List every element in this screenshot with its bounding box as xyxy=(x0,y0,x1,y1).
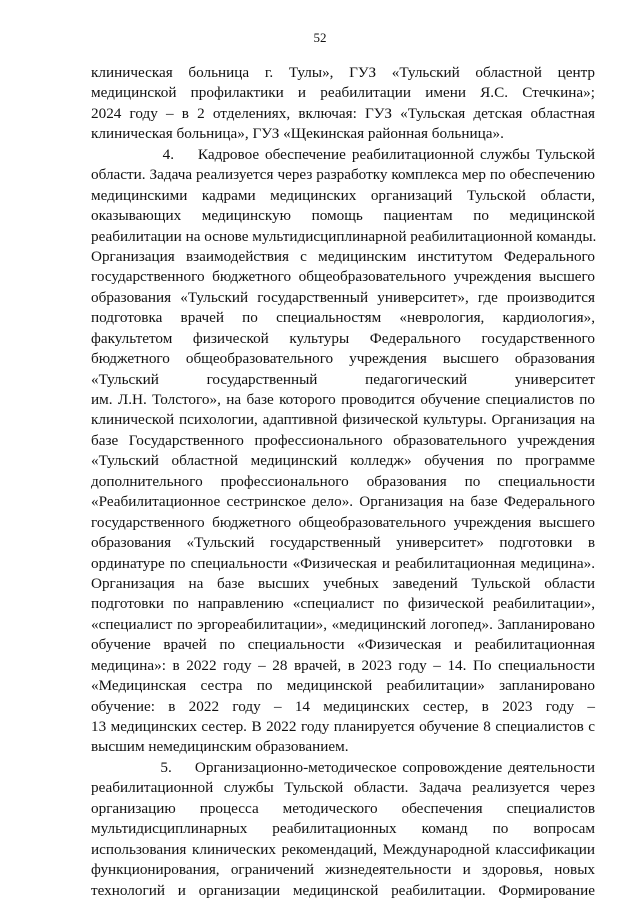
text-line: дополнительного профессионального образования по специальности xyxy=(91,472,595,490)
text-line: клинической психологии, адаптивной физической культуры. Организация на xyxy=(91,411,595,429)
text-line: области. Задача реализуется через разработку комплекса мер по обеспечению xyxy=(91,166,595,184)
text-line: государственного бюджетного общеобразовательного учреждения высшего xyxy=(91,268,595,286)
text-line: реабилитационной службы Тульской области. Задача реализуется через xyxy=(91,779,595,797)
text-line: медицинскими кадрами медицинских организаций Тульской области, xyxy=(91,186,595,204)
text-line: организацию процесса методического обеспечения специалистов xyxy=(91,799,595,817)
text-line: «специалист по эргореабилитации», «медицинский логопед». Запланировано xyxy=(91,615,595,633)
text-line: ординатуре по специальности «Физическая и реабилитационная медицина». xyxy=(91,554,595,572)
text-line: Организация взаимодействия с медицинским институтом Федерального xyxy=(91,247,595,265)
text-line: подготовка врачей по специальностям «неврология, кардиология», xyxy=(91,309,595,327)
text-line: им. Л.Н. Толстого», на базе которого проводится обучение специалистов по xyxy=(91,391,595,408)
text-line: образования «Тульский государственный университет» подготовки в xyxy=(91,534,595,552)
text-line: мультидисциплинарных реабилитационных команд по вопросам xyxy=(91,820,595,838)
text-line: «Медицинская сестра по медицинской реабилитации» запланировано xyxy=(91,677,595,695)
text-line: 13 медицинских сестер. В 2022 году планируется обучение 8 специалистов с xyxy=(91,718,595,735)
text-line: оказывающих медицинскую помощь пациентам по медицинской xyxy=(91,207,595,225)
body-text xyxy=(91,63,595,901)
text-line: 5. Организационно-методическое сопровождение деятельности xyxy=(91,758,595,776)
text-line: обучение врачей по специальности «Физическая и реабилитационная xyxy=(91,636,595,654)
text-line: факультетом физической культуры Федерального государственного xyxy=(91,329,595,347)
text-line: реабилитации на основе мультидисциплинарной реабилитационной команды. xyxy=(91,227,597,245)
page-number: 52 xyxy=(313,30,327,45)
text-line: «Реабилитационное сестринское дело». Организация на базе Федерального xyxy=(91,493,595,511)
text-line: клиническая больница», ГУЗ «Щекинская районная больница». xyxy=(91,125,504,143)
text-line: государственного бюджетного общеобразовательного учреждения высшего xyxy=(91,513,595,531)
text-line: бюджетного общеобразовательного учреждения высшего образования xyxy=(91,350,595,368)
text-line: 4. Кадровое обеспечение реабилитационной службы Тульской xyxy=(91,145,595,163)
text-line: медицина»: в 2022 году – 28 врачей, в 2023 году – 14. По специальности xyxy=(91,656,595,674)
text-line: использования клинических рекомендаций, Международной классификации xyxy=(91,840,595,858)
text-line: «Тульский государственный педагогический университет xyxy=(91,370,595,388)
text-line: Организация на базе высших учебных заведений Тульской области xyxy=(91,574,595,592)
text-line: медицинской профилактики и реабилитации имени Я.С. Стечкина»; xyxy=(91,84,595,102)
text-line: высшим немедицинским образованием. xyxy=(91,738,349,756)
text-line: «Тульский областной медицинский колледж» обучения по программе xyxy=(91,452,595,470)
text-line: образования «Тульский государственный университет», где производится xyxy=(91,288,595,306)
text-line: клиническая больница г. Тулы», ГУЗ «Тульский областной центр xyxy=(91,64,595,81)
text-line: подготовки по направлению «специалист по физической реабилитации», xyxy=(91,595,595,613)
text-line: технологий и организации медицинской реабилитации. Формирование xyxy=(91,881,595,899)
text-line: функционирования, ограничений жизнедеятельности и здоровья, новых xyxy=(91,861,595,879)
text-line: 2024 году – в 2 отделениях, включая: ГУЗ «Тульская детская областная xyxy=(91,104,595,122)
text-line: базе Государственного профессионального образовательного учреждения xyxy=(91,431,595,449)
text-line: обучение: в 2022 году – 14 медицинских сестер, в 2023 году – xyxy=(91,697,595,715)
